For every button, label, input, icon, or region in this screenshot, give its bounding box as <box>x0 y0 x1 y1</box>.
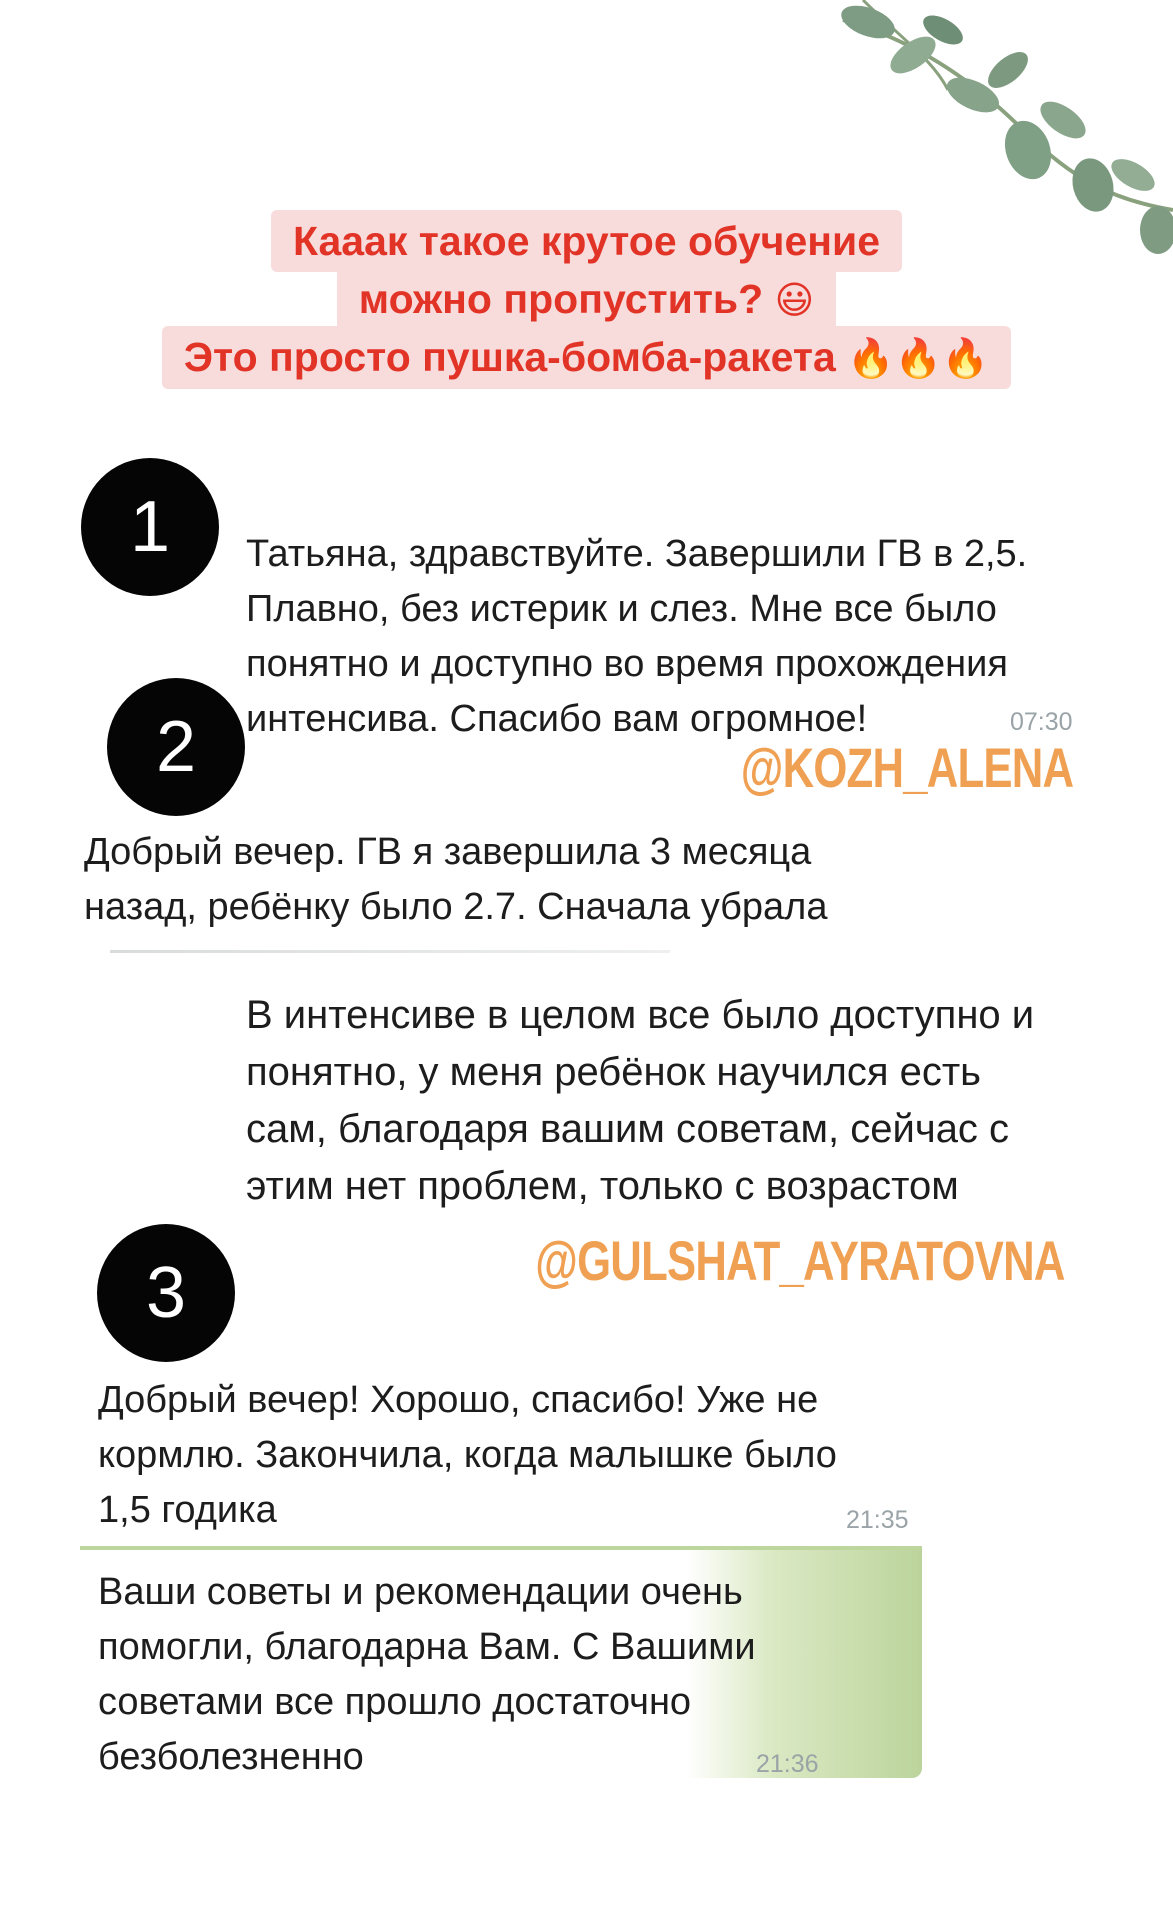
message-time: 21:36 <box>756 1750 819 1778</box>
message-line: кормлю. Закончила, когда малышке было <box>98 1434 837 1476</box>
message-line: Татьяна, здравствуйте. Завершили ГВ в 2,5. <box>246 533 1028 575</box>
message-line: помогли, благодарна Вам. С Вашими <box>98 1626 756 1668</box>
headline-line-2: можно пропустить? 😃 <box>337 268 836 331</box>
message-line: Добрый вечер. ГВ я завершила 3 месяца <box>84 831 812 873</box>
headline-line-1: Кааак такое крутое обучение <box>271 210 902 272</box>
number-badge-3: 3 <box>97 1224 235 1362</box>
message-time: 21:35 <box>846 1506 909 1534</box>
review-2-message-b <box>246 987 1034 1215</box>
message-line: назад, ребёнку было 2.7. Сначала убрала <box>84 886 828 928</box>
message-line: 1,5 годика <box>98 1489 277 1531</box>
chat-divider <box>80 1546 922 1550</box>
message-line: понятно, у меня ребёнок научился есть <box>246 1050 981 1094</box>
fire-icon: 🔥🔥🔥 <box>847 336 990 380</box>
message-line: понятно и доступно во время прохождения <box>246 643 1008 685</box>
message-line: сам, благодаря вашим советам, сейчас с <box>246 1107 1010 1151</box>
message-line: безболезненно <box>98 1736 364 1778</box>
message-line: Плавно, без истерик и слез. Мне все было <box>246 588 997 630</box>
instagram-handle-2: @GULSHAT_AYRATOVNA <box>535 1229 1065 1292</box>
review-1-message <box>246 527 1027 747</box>
message-line: этим нет проблем, только с возрастом <box>246 1164 959 1208</box>
message-line: Добрый вечер! Хорошо, спасибо! Уже не <box>98 1379 819 1421</box>
message-line: В интенсиве в целом все было доступно и <box>246 993 1035 1037</box>
headline-line-3: Это просто пушка-бомба-ракета 🔥🔥🔥 <box>162 326 1011 389</box>
review-3-message-b <box>98 1565 756 1785</box>
review-3-message-a <box>98 1373 837 1538</box>
grinning-face-icon: 😃 <box>774 278 815 322</box>
message-line: интенсива. Спасибо вам огромное! <box>246 698 868 740</box>
headline <box>0 210 1173 384</box>
review-2-message-a <box>84 825 827 935</box>
number-badge-1: 1 <box>81 458 219 596</box>
message-time: 07:30 <box>1010 708 1073 736</box>
message-line: Ваши советы и рекомендации очень <box>98 1571 743 1613</box>
cropped-line <box>110 950 670 953</box>
instagram-handle-1: @KOZH_ALENA <box>740 736 1073 799</box>
number-badge-2: 2 <box>107 678 245 816</box>
message-line: советами все прошло достаточно <box>98 1681 692 1723</box>
